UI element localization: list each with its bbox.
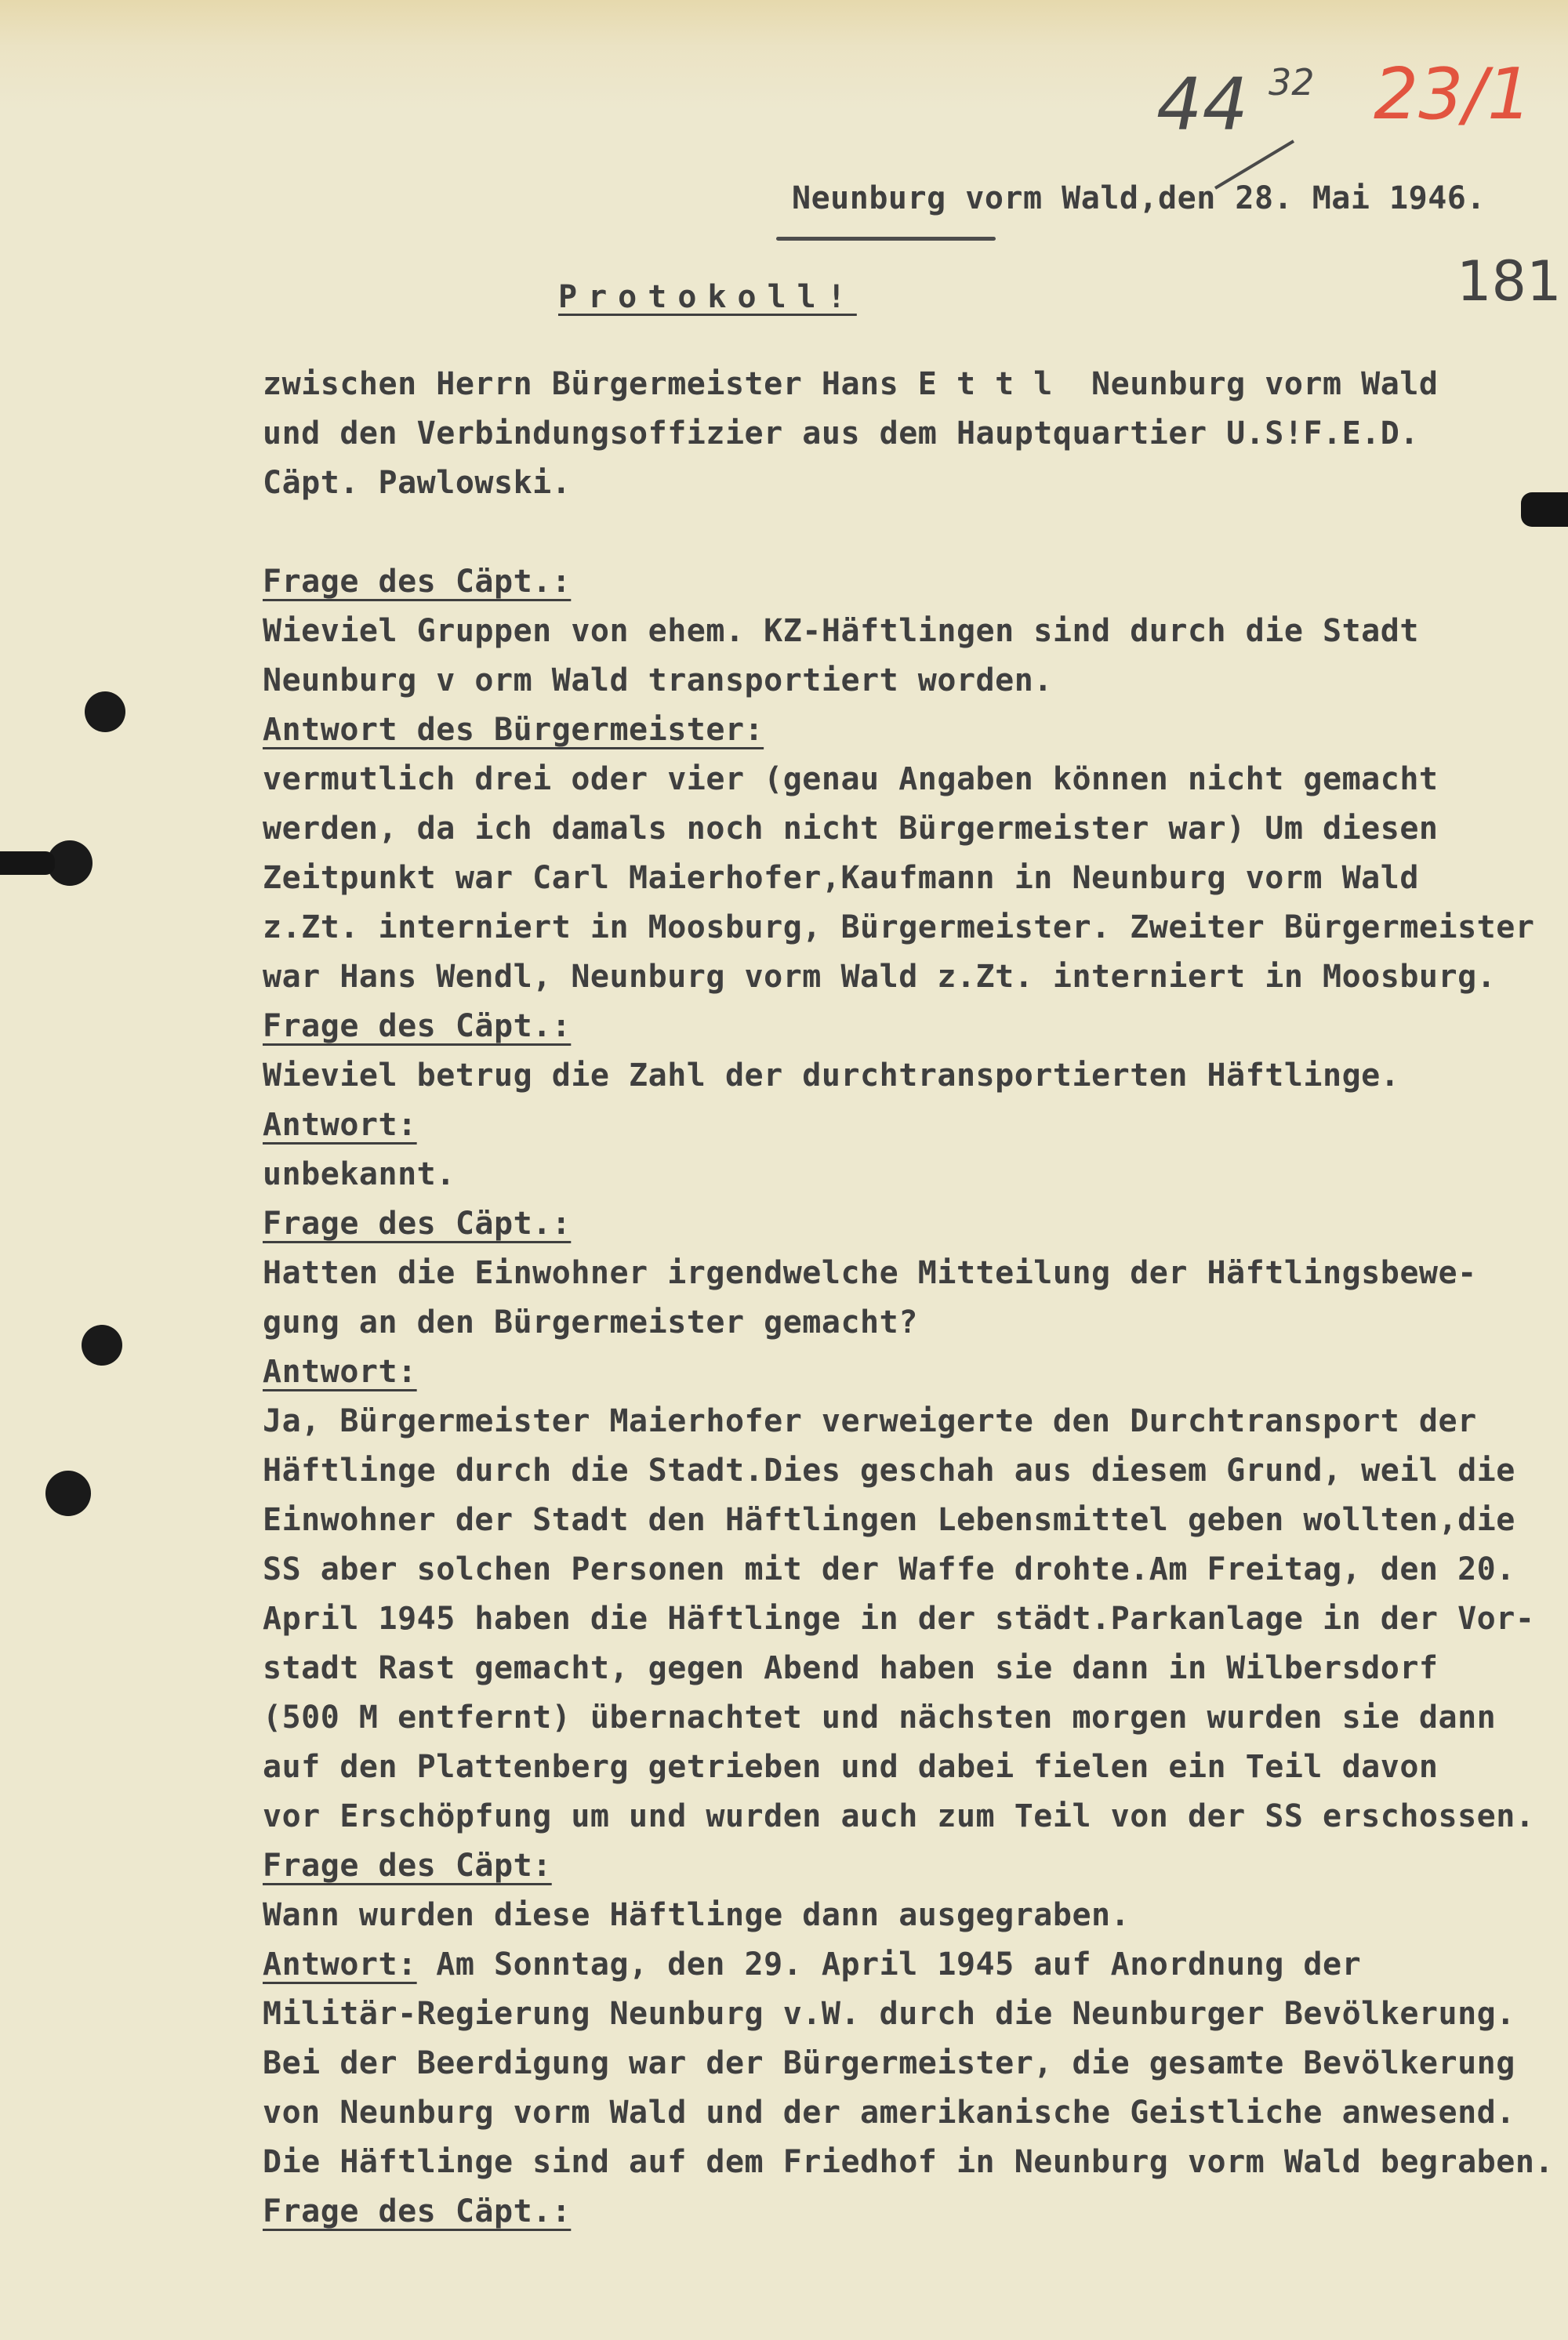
- line-text: gung an den Bürgermeister gemacht?: [263, 1304, 918, 1341]
- section-heading: Frage des Cäpt.:: [263, 564, 572, 600]
- clip-mark: [1521, 492, 1568, 527]
- section-heading: Antwort des Bürgermeister:: [263, 712, 764, 748]
- line-text: von Neunburg vorm Wald und der amerikanische Geistliche anwesend.: [263, 2095, 1515, 2131]
- line-text: April 1945 haben die Häftlinge in der städt.Parkanlage in der Vor-: [263, 1601, 1535, 1637]
- text-line: [263, 1990, 1554, 2039]
- punch-hole: [85, 691, 125, 732]
- line-text: SS aber solchen Personen mit der Waffe drohte.Am Freitag, den 20.: [263, 1551, 1515, 1587]
- line-text: Zeitpunkt war Carl Maierhofer,Kaufmann in Neunburg vorm Wald: [263, 860, 1419, 896]
- line-text: Hatten die Einwohner irgendwelche Mitteilung der Häftlingsbewe-: [263, 1255, 1477, 1291]
- text-line: [263, 459, 1554, 508]
- text-line: [263, 656, 1554, 706]
- line-text: werden, da ich damals noch nicht Bürgermeister war) Um diesen: [263, 811, 1439, 847]
- section-heading-line: [263, 1199, 1554, 1249]
- text-line: [263, 804, 1554, 854]
- section-heading: Frage des Cäpt.:: [263, 1008, 572, 1044]
- page-number: 181: [1457, 249, 1562, 314]
- text-line: [263, 2138, 1554, 2187]
- line-text: auf den Plattenberg getrieben und dabei fielen ein Teil davon: [263, 1749, 1439, 1785]
- text-line: [263, 755, 1554, 804]
- line-text: Einwohner der Stadt den Häftlingen Lebensmittel geben wollten,die: [263, 1502, 1515, 1538]
- text-line: [263, 1594, 1554, 1644]
- line-text: Häftlinge durch die Stadt.Dies geschah aus diesem Grund, weil die: [263, 1453, 1515, 1489]
- punch-hole: [45, 1471, 91, 1516]
- folio-number-small: 32: [1269, 61, 1315, 103]
- section-heading-line: [263, 557, 1554, 607]
- text-line: [263, 854, 1554, 903]
- line-text: vermutlich drei oder vier (genau Angaben können nicht gemacht: [263, 761, 1439, 797]
- section-heading-line: [263, 1940, 1554, 1990]
- text-line: [263, 1150, 1554, 1199]
- text-line: [263, 2039, 1554, 2088]
- text-line: [263, 1891, 1554, 1940]
- section-heading: Frage des Cäpt.:: [263, 2193, 572, 2229]
- line-text: und den Verbindungsoffizier aus dem Hauptquartier U.S!F.E.D.: [263, 415, 1419, 452]
- line-text: Ja, Bürgermeister Maierhofer verweigerte den Durchtransport der: [263, 1403, 1477, 1439]
- line-text: Militär-Regierung Neunburg v.W. durch die Neunburger Bevölkerung.: [263, 1996, 1515, 2032]
- line-text: zwischen Herrn Bürgermeister Hans E t t l Neunburg vorm Wald: [263, 366, 1439, 402]
- text-line: [263, 508, 1554, 557]
- line-text: Neunburg v orm Wald transportiert worden.: [263, 662, 1053, 698]
- line-text: unbekannt.: [263, 1156, 456, 1192]
- text-line: [263, 409, 1554, 459]
- text-line: [263, 1792, 1554, 1841]
- line-text: war Hans Wendl, Neunburg vorm Wald z.Zt. interniert in Moosburg.: [263, 959, 1497, 995]
- text-line: [263, 1298, 1554, 1348]
- section-heading-line: [263, 1348, 1554, 1397]
- line-text: vor Erschöpfung um und wurden auch zum Teil von der SS erschossen.: [263, 1798, 1535, 1834]
- section-heading-line: [263, 1002, 1554, 1051]
- section-heading: Frage des Cäpt:: [263, 1848, 552, 1884]
- section-heading-line: [263, 706, 1554, 755]
- text-line: [263, 952, 1554, 1002]
- section-heading-line: [263, 1841, 1554, 1891]
- text-line: [263, 1397, 1554, 1446]
- text-line: [263, 360, 1554, 409]
- text-line: [263, 1249, 1554, 1298]
- document-title: Protokoll!: [558, 279, 857, 315]
- text-line: [263, 1496, 1554, 1545]
- text-line: [263, 2088, 1554, 2138]
- text-line: [263, 1693, 1554, 1743]
- line-text: Die Häftlinge sind auf dem Friedhof in Neunburg vorm Wald begraben.: [263, 2144, 1554, 2180]
- folio-number-large: 44: [1156, 63, 1249, 147]
- line-text: Cäpt. Pawlowski.: [263, 465, 572, 501]
- text-line: [263, 1644, 1554, 1693]
- folio-number-red: 23/1: [1374, 53, 1533, 136]
- line-text: Wann wurden diese Häftlinge dann ausgegraben.: [263, 1897, 1131, 1933]
- section-heading-line: [263, 1101, 1554, 1150]
- punch-hole: [82, 1325, 122, 1366]
- text-line: [263, 1446, 1554, 1496]
- clip-mark: [0, 851, 55, 875]
- section-heading: Antwort:: [263, 1946, 417, 1983]
- text-line: [263, 1743, 1554, 1792]
- section-heading: Antwort:: [263, 1354, 417, 1390]
- line-text: Wieviel betrug die Zahl der durchtransportierten Häftlinge.: [263, 1058, 1400, 1094]
- section-heading: Antwort:: [263, 1107, 417, 1143]
- line-text: stadt Rast gemacht, gegen Abend haben sie dann in Wilbersdorf: [263, 1650, 1439, 1686]
- section-heading: Frage des Cäpt.:: [263, 1206, 572, 1242]
- text-line: [263, 903, 1554, 952]
- date-underline: [776, 237, 996, 241]
- line-text: z.Zt. interniert in Moosburg, Bürgermeister. Zweiter Bürgermeister: [263, 909, 1535, 945]
- text-line: [263, 1051, 1554, 1101]
- section-heading-line: [263, 2187, 1554, 2237]
- protocol-body: [263, 360, 1554, 2237]
- text-line: [263, 1545, 1554, 1594]
- text-line: [263, 607, 1554, 656]
- date-line: Neunburg vorm Wald,den 28. Mai 1946.: [792, 180, 1486, 216]
- line-text: (500 M entfernt) übernachtet und nächsten morgen wurden sie dann: [263, 1700, 1497, 1736]
- line-text: Am Sonntag, den 29. April 1945 auf Anordnung der: [416, 1946, 1362, 1983]
- line-text: Bei der Beerdigung war der Bürgermeister, die gesamte Bevölkerung: [263, 2045, 1515, 2081]
- line-text: Wieviel Gruppen von ehem. KZ-Häftlingen sind durch die Stadt: [263, 613, 1419, 649]
